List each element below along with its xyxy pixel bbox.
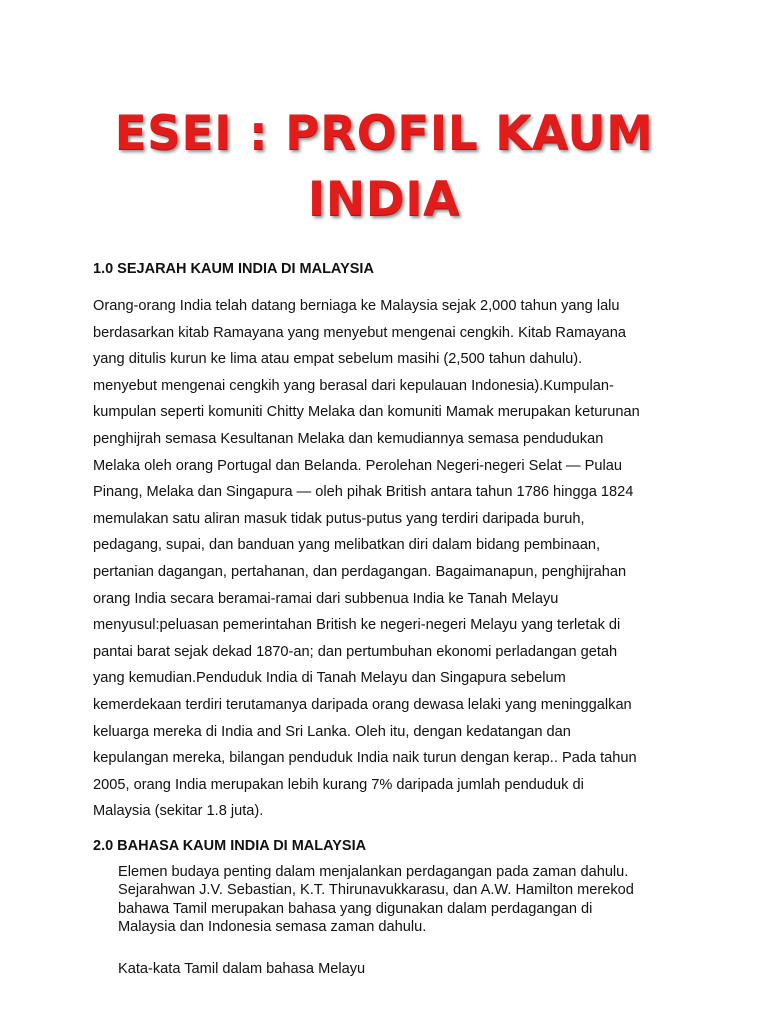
- paragraph-line: Elemen budaya penting dalam menjalankan perdagangan pada zaman dahulu.: [118, 864, 629, 880]
- paragraph-line: penghijrah semasa Kesultanan Melaka dan kemudiannya semasa pendudukan: [93, 430, 604, 447]
- paragraph-line: Orang-orang India telah datang berniaga ke Malaysia sejak 2,000 tahun yang lalu: [93, 298, 620, 314]
- paragraph-line: Malaysia dan Indonesia semasa zaman dahulu.: [118, 918, 427, 935]
- section-paragraph-bahasa: [118, 863, 678, 936]
- paragraph-line: Malaysia (sekitar 1.8 juta).: [93, 803, 264, 820]
- section-heading-bahasa: 2.0 BAHASA KAUM INDIA DI MALAYSIA: [93, 838, 367, 854]
- paragraph-line: keluarga mereka di India and Sri Lanka. Oleh itu, dengan kedatangan dan: [93, 723, 571, 740]
- paragraph-line: Sejarahwan J.V. Sebastian, K.T. Thirunavukkarasu, dan A.W. Hamilton merekod: [118, 882, 634, 899]
- paragraph-line: yang ditulis kurun ke lima atau empat sebelum masihi (2,500 tahun dahulu).: [93, 351, 583, 368]
- paragraph-line: Melaka oleh orang Portugal dan Belanda. Perolehan Negeri-negeri Selat — Pulau: [93, 457, 622, 474]
- document-title-line-1: ESEI : PROFIL KAUM: [114, 106, 654, 161]
- paragraph-line: yang kemudian.Penduduk India di Tanah Melayu dan Singapura sebelum: [93, 670, 566, 687]
- section-subline-kata-kata-tamil: Kata-kata Tamil dalam bahasa Melayu: [118, 961, 366, 977]
- paragraph-line: pedagang, supai, dan banduan yang melibatkan diri dalam bidang pembinaan,: [93, 537, 601, 554]
- paragraph-line: orang India secara beramai-ramai dari subbenua India ke Tanah Melayu: [93, 590, 559, 607]
- paragraph-line: pantai barat sejak dekad 1870-an; dan pertumbuhan ekonomi perladangan getah: [93, 643, 618, 660]
- document-title-line-2: INDIA: [307, 172, 461, 227]
- paragraph-line: bahawa Tamil merupakan bahasa yang digunakan dalam perdagangan di: [118, 900, 593, 917]
- paragraph-line: kumpulan seperti komuniti Chitty Melaka dan komuniti Mamak merupakan keturunan: [93, 404, 640, 421]
- paragraph-line: 2005, orang India merupakan lebih kurang 7% daripada jumlah penduduk di: [93, 776, 584, 793]
- paragraph-line: berdasarkan kitab Ramayana yang menyebut mengenai cengkih. Kitab Ramayana: [93, 324, 626, 341]
- paragraph-line: kepulangan mereka, bilangan penduduk India naik turun dengan kerap.. Pada tahun: [93, 750, 637, 767]
- paragraph-line: kemerdekaan terdiri terutamanya daripada orang dewasa lelaki yang meninggalkan: [93, 696, 632, 713]
- paragraph-line: pertanian dagangan, pertahanan, dan perdagangan. Bagaimanapun, penghijrahan: [93, 563, 627, 580]
- paragraph-line: Pinang, Melaka dan Singapura — oleh pihak British antara tahun 1786 hingga 1824: [93, 484, 634, 501]
- paragraph-line: menyusul:peluasan pemerintahan British ke negeri-negeri Melayu yang terletak di: [93, 617, 621, 634]
- section-paragraph-sejarah: [93, 293, 683, 825]
- paragraph-line: memulakan satu aliran masuk tidak putus-putus yang terdiri daripada buruh,: [93, 510, 585, 527]
- section-heading-sejarah: 1.0 SEJARAH KAUM INDIA DI MALAYSIA: [93, 261, 374, 277]
- paragraph-line: menyebut mengenai cengkih yang berasal dari kepulauan Indonesia).Kumpulan-: [93, 377, 614, 394]
